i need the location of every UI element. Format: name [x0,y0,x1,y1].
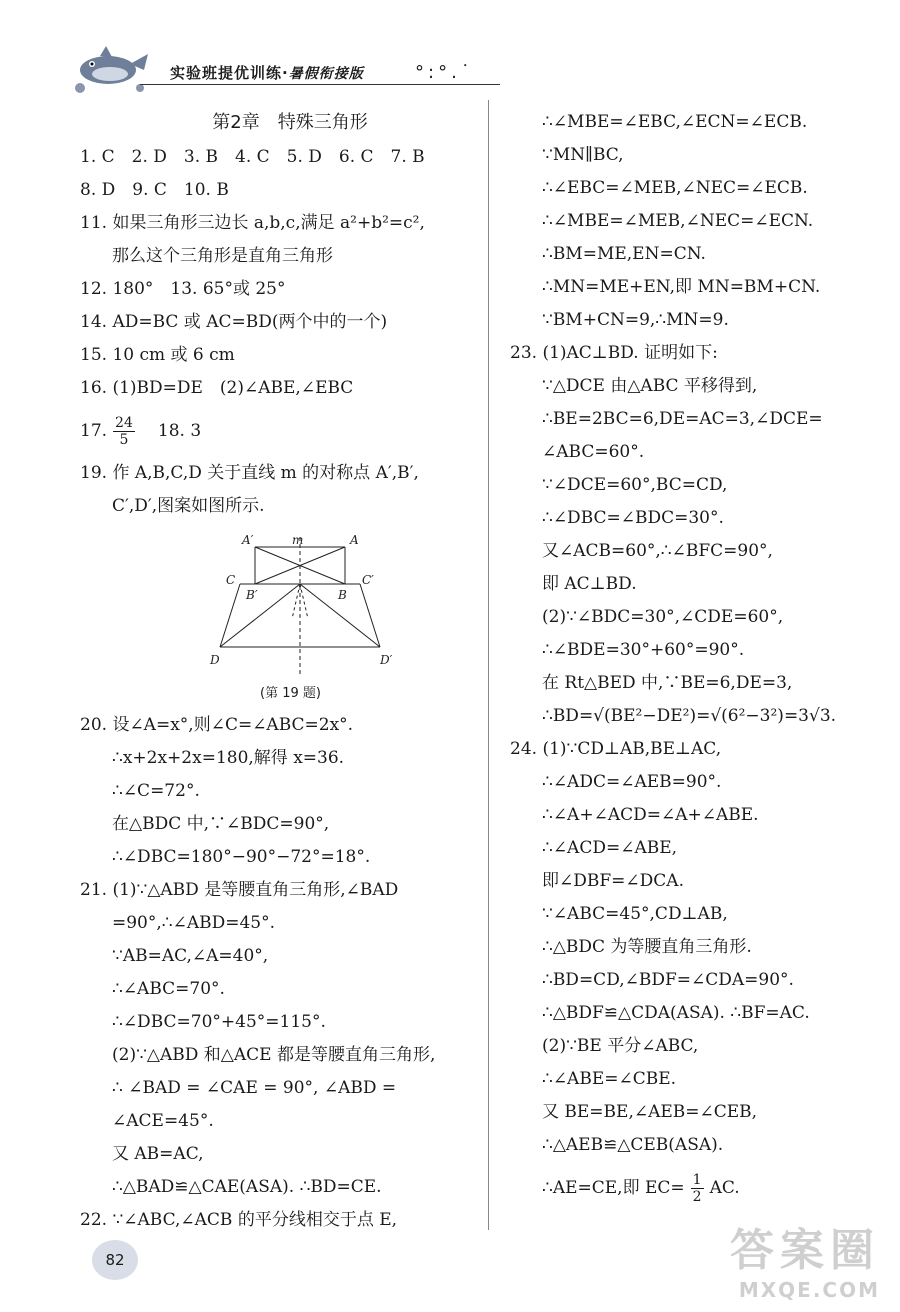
figure-caption: (第 19 题) [260,686,321,701]
answer-line: =90°,∴∠ABD=45°. [112,913,276,933]
answer-line: ∵△DCE 由△ABC 平移得到, [542,376,758,396]
column-divider [488,100,489,1230]
header-dots: °:°.˙ [415,62,474,83]
answer-line: (2)∵BE 平分∠ABC, [542,1036,699,1056]
answer-line: 又 AB=AC, [112,1144,204,1164]
edition-label: 暑假衔接版 [288,66,364,82]
label-c-prime: C′ [362,573,374,587]
answer-24-end: ∴AE=CE,即 EC= $\frac{1}{2}$ AC. [542,1171,740,1205]
series-title: 实验班提优训练·暑假衔接版 [170,64,364,82]
answer-line: (2)∵∠BDC=30°,∠CDE=60°, [542,607,784,627]
answer-line: 12. 180° 13. 65°或 25° [80,279,286,299]
answer-line: ∴BM=ME,EN=CN. [542,244,706,264]
answer-line: 16. (1)BD=DE (2)∠ABE,∠EBC [80,378,354,398]
dolphin-mascot-icon [70,44,165,99]
answer-line: 23. (1)AC⊥BD. 证明如下: [510,343,718,363]
answer-line: ∵∠ABC=45°,CD⊥AB, [542,904,728,924]
page-header [70,44,490,104]
answer-line: ∴BD=√(BE²−DE²)=√(6²−3²)=3√3. [542,706,837,726]
answer-line: ∵∠DCE=60°,BC=CD, [542,475,728,495]
answer-line: 14. AD=BC 或 AC=BD(两个中的一个) [80,312,388,332]
answer-line: ∴ ∠BAD = ∠CAE = 90°, ∠ABD = [112,1078,397,1098]
answer-line: 即 AC⊥BD. [542,574,637,594]
label-c: C [226,573,236,587]
answer-line: ∴∠A+∠ACD=∠A+∠ABE. [542,805,759,825]
fraction: $\frac{24}{5}$ [115,414,133,448]
answer-line: ∵AB=AC,∠A=40°, [112,946,269,966]
answer-line: ∴∠DBC=70°+45°=115°. [112,1012,326,1032]
answer-line: ∴△BAD≌△CAE(ASA). ∴BD=CE. [112,1177,382,1197]
answer-line: 19. 作 A,B,C,D 关于直线 m 的对称点 A′,B′, [80,463,419,483]
answer-line: ∴∠MBE=∠EBC,∠ECN=∠ECB. [542,112,808,132]
label-d: D [210,653,220,667]
answer-line: ∴MN=ME+EN,即 MN=BM+CN. [542,277,821,297]
left-column [80,106,480,1237]
watermark-logo: 答案圈 [730,1225,880,1276]
answer-line: ∴△BDF≌△CDA(ASA). ∴BF=AC. [542,1003,810,1023]
answer-line: ∴x+2x+2x=180,解得 x=36. [112,748,345,768]
watermark-url: MXQE.COM [738,1278,880,1302]
answer-line: 21. (1)∵△ABD 是等腰直角三角形,∠BAD [80,880,399,900]
answer-line: ∴∠DBC=180°−90°−72°=18°. [112,847,371,867]
answer-line: ∴BE=2BC=6,DE=AC=3,∠DCE= [542,409,823,429]
answer-line: ∴∠BDE=30°+60°=90°. [542,640,745,660]
label-d-prime: D′ [380,653,393,667]
answer-line: ∴∠ABE=∠CBE. [542,1069,677,1089]
answer-line: 8. D 9. C 10. B [80,180,229,200]
answer-line: 那么这个三角形是直角三角形 [112,246,333,266]
answer-line: ∴△AEB≌△CEB(ASA). [542,1135,724,1155]
label-a: A [350,533,359,547]
answer-line: ∴∠C=72°. [112,781,200,801]
symmetry-diagram [200,529,400,679]
answer-line: ∴∠ABC=70°. [112,979,225,999]
page-number: 82 [92,1240,138,1280]
label-b-prime: B′ [246,588,258,602]
answer-line: ∵BM+CN=9,∴MN=9. [542,310,729,330]
answer-line: 22. ∵∠ABC,∠ACB 的平分线相交于点 E, [80,1210,398,1230]
answer-line: 即∠DBF=∠DCA. [542,871,684,891]
chapter-title: 第2章 特殊三角形 [212,112,368,133]
answer-line: 15. 10 cm 或 6 cm [80,345,235,365]
answer-17: 17. $\frac{24}{5}$ 18. 3 [80,414,202,448]
watermark [730,1214,880,1302]
answer-line: 在△BDC 中,∵∠BDC=90°, [112,814,330,834]
answer-line: 又∠ACB=60°,∴∠BFC=90°, [542,541,773,561]
answer-line: ∴∠MBE=∠MEB,∠NEC=∠ECN. [542,211,814,231]
answer-line: 在 Rt△BED 中,∵BE=6,DE=3, [542,673,793,693]
answer-line: 又 BE=BE,∠AEB=∠CEB, [542,1102,758,1122]
figure-19 [200,529,400,679]
answer-line: 11. 如果三角形三边长 a,b,c,满足 a²+b²=c², [80,213,425,233]
label-a-prime: A′ [242,533,254,547]
fraction: $\frac{1}{2}$ [692,1171,702,1205]
answer-line: ∴BD=CD,∠BDF=∠CDA=90°. [542,970,794,990]
answer-line: ∴∠DBC=∠BDC=30°. [542,508,724,528]
answer-line: ∴∠EBC=∠MEB,∠NEC=∠ECB. [542,178,808,198]
answer-line: ∴∠ACD=∠ABE, [542,838,678,858]
answer-line: ∠ABC=60°. [542,442,645,462]
label-b: B [338,588,347,602]
right-column [510,106,870,1214]
answer-line: 24. (1)∵CD⊥AB,BE⊥AC, [510,739,722,759]
answer-line: ∴∠ADC=∠AEB=90°. [542,772,722,792]
answer-line: 20. 设∠A=x°,则∠C=∠ABC=2x°. [80,715,354,735]
answer-line: ∵MN∥BC, [542,145,624,165]
header-rule [140,84,500,85]
answer-line: 1. C 2. D 3. B 4. C 5. D 6. C 7. B [80,147,425,167]
answer-line: ∠ACE=45°. [112,1111,214,1131]
answer-line: (2)∵△ABD 和△ACE 都是等腰直角三角形, [112,1045,436,1065]
answer-line: ∴△BDC 为等腰直角三角形. [542,937,752,957]
label-m: m [292,533,304,547]
answer-line: C′,D′,图案如图所示. [112,496,265,516]
